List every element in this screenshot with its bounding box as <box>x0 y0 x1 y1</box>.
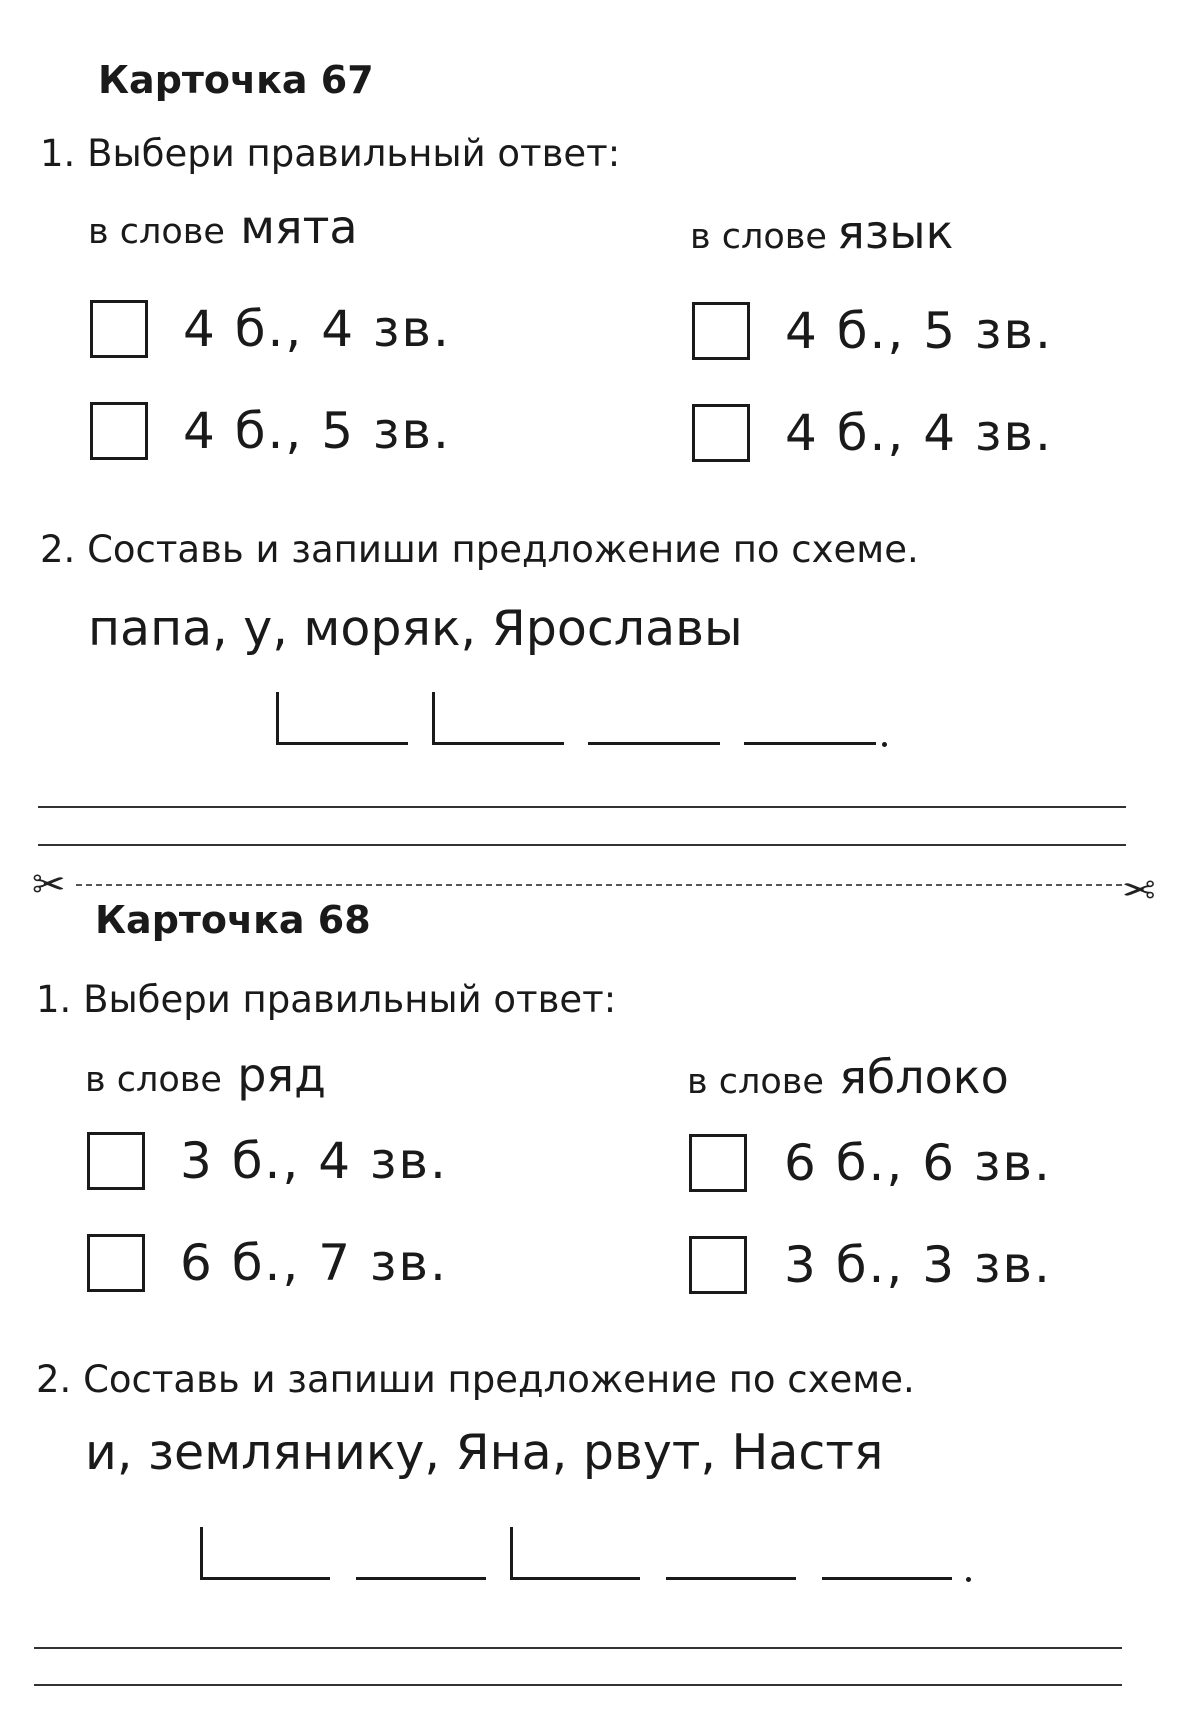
target-word: ряд <box>237 1048 326 1102</box>
card-67-left-option-2: 4 б., 5 зв. <box>183 402 451 460</box>
card-67-right-option-2: 4 б., 4 зв. <box>785 404 1053 462</box>
card-67-left-checkbox-1[interactable] <box>90 300 148 358</box>
word-line <box>510 1577 640 1580</box>
sentence-period <box>966 1577 971 1582</box>
capital-marker <box>510 1527 513 1579</box>
answer-line[interactable] <box>38 806 1126 808</box>
word-line <box>744 742 876 745</box>
target-word: мята <box>240 200 358 254</box>
word-line <box>588 742 720 745</box>
card-68-right-checkbox-2[interactable] <box>689 1236 747 1294</box>
word-line <box>666 1577 796 1580</box>
word-line <box>822 1577 952 1580</box>
word-prefix: в слове <box>85 1060 222 1100</box>
card-68-word-list: и, землянику, Яна, рвут, Настя <box>85 1424 884 1481</box>
cut-line <box>76 884 1122 886</box>
card-67-title: Карточка 67 <box>98 58 374 102</box>
word-prefix: в слове <box>88 212 225 252</box>
card-68-left-word-line <box>85 1048 326 1102</box>
word-line <box>356 1577 486 1580</box>
card-68-right-checkbox-1[interactable] <box>689 1134 747 1192</box>
card-68-task-2: 2. Составь и запиши предложение по схеме. <box>36 1358 915 1401</box>
answer-line[interactable] <box>38 844 1126 846</box>
target-word: яблоко <box>839 1050 1009 1104</box>
scissors-icon: ✂ <box>32 862 66 908</box>
word-line <box>432 742 564 745</box>
word-prefix: в слове <box>687 1062 824 1102</box>
capital-marker <box>276 692 279 744</box>
card-67-word-list: папа, у, моряк, Ярославы <box>88 600 743 657</box>
card-68-left-option-2: 6 б., 7 зв. <box>180 1234 448 1292</box>
card-68-right-option-2: 3 б., 3 зв. <box>784 1236 1052 1294</box>
card-67-task-2: 2. Составь и запиши предложение по схеме. <box>40 528 919 571</box>
card-67-right-checkbox-2[interactable] <box>692 404 750 462</box>
card-68-left-checkbox-2[interactable] <box>87 1234 145 1292</box>
card-68-task-1: 1. Выбери правильный ответ: <box>36 978 617 1021</box>
card-68-left-checkbox-1[interactable] <box>87 1132 145 1190</box>
answer-line[interactable] <box>34 1684 1122 1686</box>
card-67-left-checkbox-2[interactable] <box>90 402 148 460</box>
word-line <box>276 742 408 745</box>
card-67-right-option-1: 4 б., 5 зв. <box>785 302 1053 360</box>
capital-marker <box>432 692 435 744</box>
card-67-right-word-line <box>690 205 953 259</box>
card-68-right-word-line <box>687 1050 1009 1104</box>
card-67-left-word-line <box>88 200 358 254</box>
card-67-left-option-1: 4 б., 4 зв. <box>183 300 451 358</box>
card-67-task-1: 1. Выбери правильный ответ: <box>40 132 621 175</box>
card-68-right-option-1: 6 б., 6 зв. <box>784 1134 1052 1192</box>
answer-line[interactable] <box>34 1647 1122 1649</box>
word-line <box>200 1577 330 1580</box>
card-67-right-checkbox-1[interactable] <box>692 302 750 360</box>
card-68-left-option-1: 3 б., 4 зв. <box>180 1132 448 1190</box>
sentence-period <box>882 742 887 747</box>
capital-marker <box>200 1527 203 1579</box>
scissors-icon: ✂ <box>1122 868 1156 914</box>
card-68-title: Карточка 68 <box>95 898 371 942</box>
word-prefix: в слове <box>690 217 827 257</box>
target-word: язык <box>837 205 954 259</box>
